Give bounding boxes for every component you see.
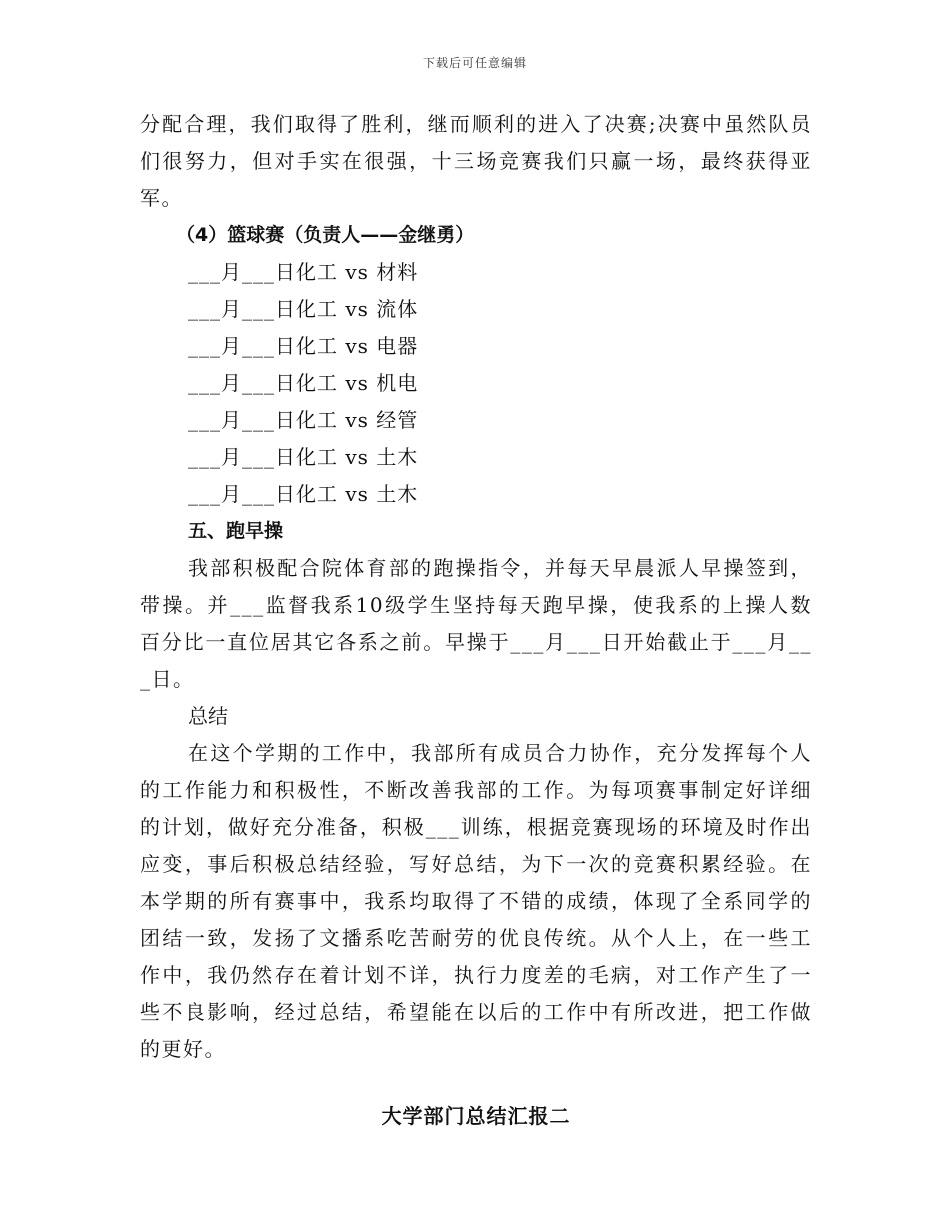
page-header: 下载后可任意编辑 [422, 56, 527, 70]
document-title: 大学部门总结汇报二 [381, 1104, 571, 1128]
paragraph-line: 百分比一直位居其它各系之前。早操于___月___日开始截止于___月__ [140, 630, 812, 654]
match-entry: ___月___日化工 vs 材料 [188, 260, 419, 284]
paragraph-line: 些不良影响，经过总结，希望能在以后的工作中有所改进，把工作做 [140, 1000, 812, 1024]
match-entry: ___月___日化工 vs 土木 [188, 482, 419, 506]
paragraph-line: 分配合理，我们取得了胜利，继而顺利的进入了决赛;决赛中虽然队员 [140, 112, 812, 136]
paragraph-line: 带操。并___监督我系10级学生坚持每天跑早操，使我系的上操人数 [140, 593, 812, 617]
match-entry: ___月___日化工 vs 土木 [188, 445, 419, 469]
paragraph-line: 应变，事后积极总结经验，写好总结，为下一次的竞赛积累经验。在 [140, 852, 812, 876]
match-entry: ___月___日化工 vs 流体 [188, 297, 419, 321]
match-entry: ___月___日化工 vs 机电 [188, 371, 419, 395]
paragraph-line: 作中，我仍然存在着计划不详，执行力度差的毛病，对工作产生了一 [140, 963, 812, 987]
paragraph-line: 们很努力，但对手实在很强，十三场竞赛我们只赢一场，最终获得亚 [140, 149, 812, 173]
section-heading: 五、跑早操 [188, 520, 284, 542]
paragraph-line: 的计划，做好充分准备，积极___训练，根据竞赛现场的环境及时作出 [140, 815, 812, 839]
document-body [140, 106, 812, 1135]
paragraph-line: _日。 [140, 667, 195, 691]
paragraph-line: 的工作能力和积极性，不断改善我部的工作。为每项赛事制定好详细 [140, 778, 812, 802]
paragraph-line: 团结一致，发扬了文播系吃苦耐劳的优良传统。从个人上，在一些工 [140, 926, 812, 950]
paragraph-line: 我部积极配合院体育部的跑操指令，并每天早晨派人早操签到， [188, 556, 812, 580]
paragraph-line: 本学期的所有赛事中，我系均取得了不错的成绩，体现了全系同学的 [140, 889, 812, 913]
paragraph-line: 军。 [140, 186, 183, 210]
paragraph-line: 在这个学期的工作中，我部所有成员合力协作，充分发挥每个人 [188, 741, 812, 765]
match-entry: ___月___日化工 vs 经管 [188, 408, 419, 432]
spacer [140, 1068, 812, 1098]
paragraph-line: 的更好。 [140, 1037, 226, 1061]
match-entry: ___月___日化工 vs 电器 [188, 334, 419, 358]
basketball-heading: （4）篮球赛（负责人——金继勇） [176, 224, 475, 246]
summary-heading: 总结 [188, 704, 228, 728]
